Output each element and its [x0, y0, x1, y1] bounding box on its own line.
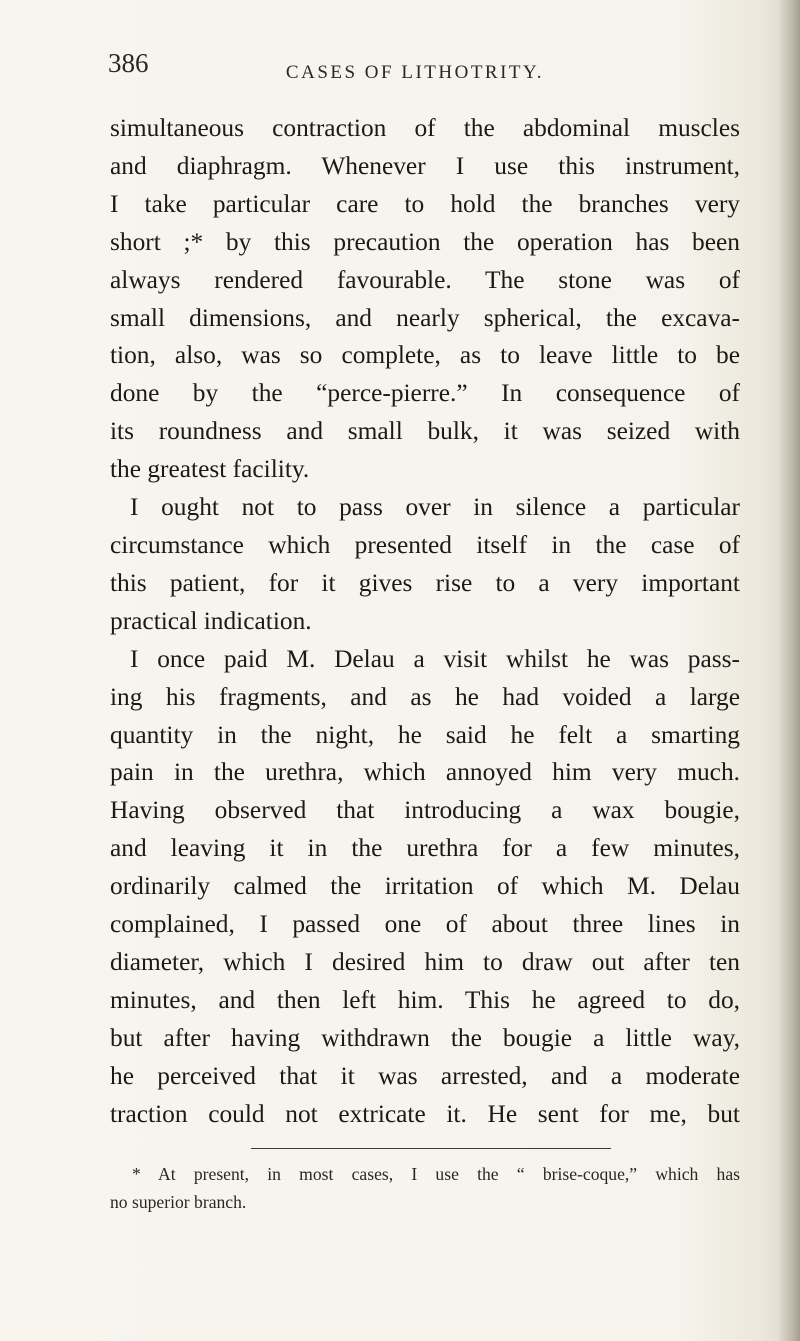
text-line: I take particular care to hold the branches very	[110, 189, 740, 218]
text-line: he perceived that it was arrested, and a moderate	[110, 1061, 740, 1090]
footnote-rule	[251, 1148, 611, 1149]
text-line: always rendered favourable. The stone was of	[110, 265, 740, 294]
text-line: simultaneous contraction of the abdominal muscles	[110, 114, 740, 142]
text-line: this patient, for it gives rise to a very important	[110, 568, 740, 597]
text-line: traction could not extricate it. He sent for me, but	[110, 1099, 740, 1128]
text-line: complained, I passed one of about three lines in	[110, 910, 740, 939]
page-edge-shadow	[778, 0, 800, 1341]
text-line: Having observed that introducing a wax bougie,	[110, 796, 740, 825]
text-line: tion, also, was so complete, as to leave little to be	[110, 341, 740, 370]
running-head: CASES OF LITHOTRITY.	[285, 62, 545, 83]
footnote-line: no superior branch.	[110, 1192, 247, 1212]
text-line: short ;* by this precaution the operation has been	[110, 227, 740, 256]
page-number: 386	[108, 48, 149, 78]
text-line: small dimensions, and nearly spherical, the excava-	[110, 303, 740, 332]
text-line: I ought not to pass over in silence a particular	[130, 493, 740, 522]
text-line: ordinarily calmed the irritation of which M. Delau	[110, 872, 740, 901]
text-line: and diaphragm. Whenever I use this instrument,	[110, 151, 740, 180]
text-line: done by the “perce-pierre.” In consequence of	[110, 379, 740, 408]
text-line: practical indication.	[110, 606, 312, 635]
text-line: ing his fragments, and as he had voided a large	[110, 682, 740, 711]
text-line: minutes, and then left him. This he agreed to do,	[110, 985, 740, 1014]
text-line: but after having withdrawn the bougie a little way,	[110, 1023, 740, 1052]
footnote-line: * At present, in most cases, I use the “ brise-coque,” which has	[132, 1164, 740, 1184]
text-line: I once paid M. Delau a visit whilst he was pass-	[130, 644, 740, 673]
text-line: circumstance which presented itself in the case of	[110, 530, 740, 559]
text-line: pain in the urethra, which annoyed him very much.	[110, 758, 740, 787]
text-line: and leaving it in the urethra for a few minutes,	[110, 834, 740, 863]
text-line: its roundness and small bulk, it was seized with	[110, 417, 740, 446]
body-text	[110, 110, 740, 1133]
text-line: diameter, which I desired him to draw out after ten	[110, 947, 740, 976]
text-line: the greatest facility.	[110, 455, 310, 484]
text-line: quantity in the night, he said he felt a smarting	[110, 720, 740, 749]
footnote	[110, 1160, 740, 1216]
